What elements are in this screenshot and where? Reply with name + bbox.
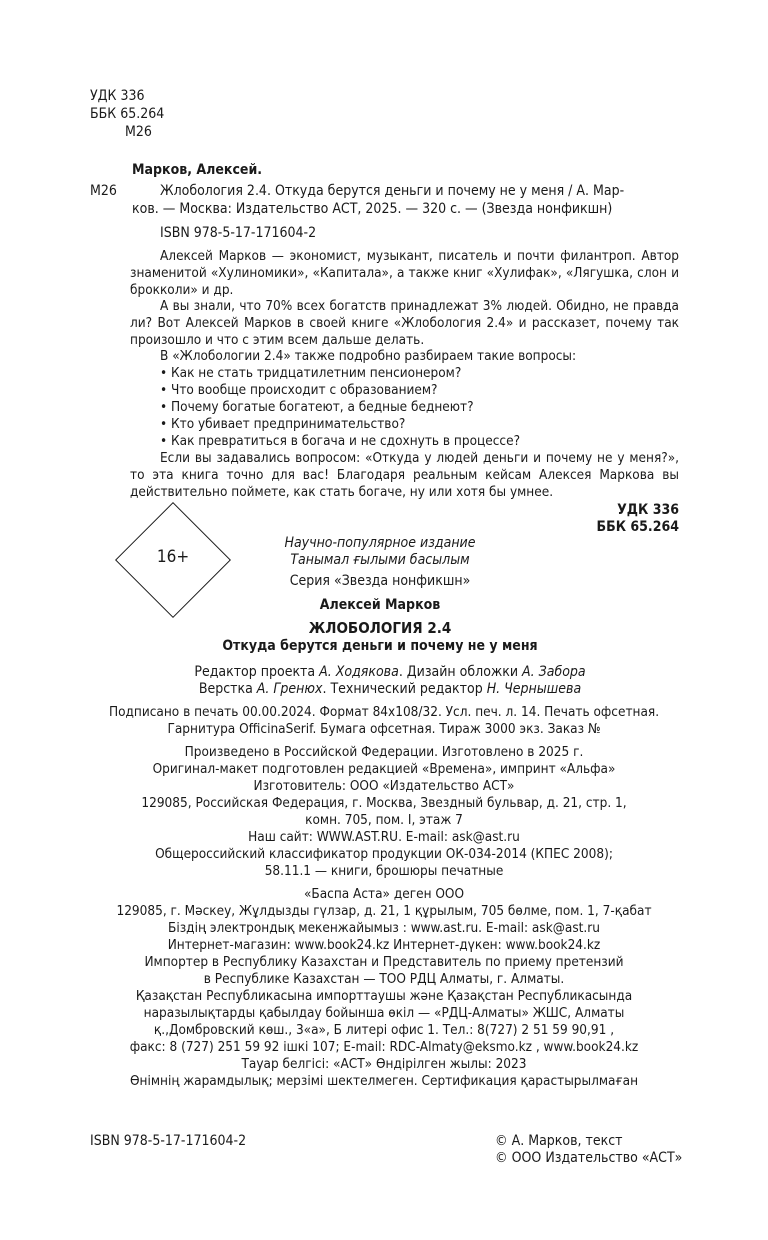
udk-code: УДК 336: [90, 88, 145, 104]
editor-label: Редактор проекта: [194, 664, 320, 680]
record-title-line2: ков. — Москва: Издательство АСТ, 2025. — 320 с. — (Звезда нонфикшн): [132, 201, 613, 217]
kazakh-line: Қазақстан Республикасына импорттаушы және Қазақстан Республикасында: [135, 988, 633, 1004]
kazakh-line: «Баспа Аста» деген ООО: [303, 886, 465, 902]
kazakh-line: факс: 8 (727) 251 59 92 ішкі 107; E-mail: RDC-Almaty@eksmo.kz , www.book24.kz: [129, 1039, 639, 1055]
bbk-code: ББК 65.264: [90, 106, 165, 122]
production-line: Оригинал-макет подготовлен редакцией «Времена», импринт «Альфа»: [152, 761, 616, 777]
record-isbn: ISBN 978-5-17-171604-2: [160, 225, 317, 241]
production-line: Наш сайт: WWW.AST.RU. E-mail: ask@ast.ru: [248, 829, 520, 845]
imprint-title: ЖЛОБОЛОГИЯ 2.4: [308, 619, 452, 637]
annotation-paragraph-1: Алексей Марков — экономист, музыкант, писатель и почти филантроп. Автор знаменитой «Хулиномики», «Капитала», а также книг «Хулифак», «Лягушка, слон и брокколи» и др.: [130, 248, 679, 298]
annotation-paragraph-2: А вы знали, что 70% всех богатств принадлежат 3% людей. Обидно, не правда ли? Вот Алексей Марков в своей книге «Жлобология 2.4» и рассказет, почему так произошло и что с этим всем дальше делать.: [130, 298, 679, 348]
cover-label: . Дизайн обложки: [398, 664, 523, 680]
copyright-author: © А. Марков, текст: [495, 1133, 623, 1149]
kazakh-line: Тауар белгісі: «АСТ» Өндірілген жылы: 2023: [241, 1056, 527, 1072]
annotation-paragraph-3: В «Жлобологии 2.4» также подробно разбираем такие вопросы:: [160, 348, 577, 364]
record-author: Марков, Алексей.: [132, 162, 263, 178]
layout-label: Верстка: [198, 681, 257, 697]
genre-ru: Научно-популярное издание: [284, 535, 476, 551]
production-line: Общероссийский классификатор продукции ОК-034-2014 (КПЕС 2008);: [155, 846, 613, 862]
kazakh-line: 129085, г. Мәскеу, Жұлдызды гүлзар, д. 21, 1 құрылым, 705 бөлме, пом. 1, 7-қабат: [116, 903, 652, 919]
bullet-item: • Что вообще происходит с образованием?: [160, 382, 438, 398]
kazakh-line: Өнімнің жарамдылық; мерзімі шектелмеген. Сертификация қарастырылмаған: [129, 1073, 639, 1089]
credits-line-1: [180, 664, 600, 681]
bullet-item: • Как не стать тридцатилетним пенсионером?: [160, 365, 462, 381]
right-bbk-code: ББК 65.264: [596, 519, 679, 535]
imprint-author: Алексей Марков: [319, 597, 441, 613]
cover-name: А. Забора: [522, 664, 586, 680]
layout-name: А. Гренюх: [256, 681, 323, 697]
print-info-line: Подписано в печать 00.00.2024. Формат 84x108/32. Усл. печ. л. 14. Печать офсетная.: [108, 704, 660, 720]
kazakh-line: Интернет-магазин: www.book24.kz Интернет-дүкен: www.book24.kz: [167, 937, 601, 953]
kazakh-line: в Республике Казахстан — ТОО РДЦ Алматы, г. Алматы.: [203, 971, 565, 987]
credits-line-2: [180, 681, 600, 698]
right-udk-code: УДК 336: [617, 502, 679, 518]
imprint-subtitle: Откуда берутся деньги и почему не у меня: [222, 638, 538, 654]
production-line: 129085, Российская Федерация, г. Москва, Звездный бульвар, д. 21, стр. 1,: [141, 795, 627, 811]
footer-isbn: ISBN 978-5-17-171604-2: [90, 1133, 247, 1149]
annotation-paragraph-4: Если вы задавались вопросом: «Откуда у людей деньги и почему не у меня?», то эта книга точно для вас! Благодаря реальным кейсам Алексея Маркова вы действительно поймете, как стать богаче, ну или хотя бы умнее.: [130, 450, 679, 500]
bullet-item: • Как превратиться в богача и не сдохнуть в процессе?: [160, 433, 521, 449]
print-info-line: Гарнитура OfficinaSerif. Бумага офсетная. Тираж 3000 экз. Заказ №: [167, 721, 601, 737]
series-label: Серия «Звезда нонфикшн»: [289, 573, 471, 589]
tech-name: Н. Чернышева: [486, 681, 582, 697]
kazakh-line: Импортер в Республику Казахстан и Представитель по приему претензий: [144, 954, 624, 970]
age-rating-label: 16+: [156, 547, 190, 567]
genre-kz: Танымал ғылыми басылым: [290, 552, 470, 568]
record-title-line1: Жлобология 2.4. Откуда берутся деньги и почему не у меня / А. Мар-: [160, 183, 625, 199]
kazakh-line: наразылықтарды қабылдау бойынша өкіл — «РДЦ-Алматы» ЖШС, Алматы: [143, 1005, 625, 1021]
production-line: Произведено в Российской Федерации. Изготовлено в 2025 г.: [184, 744, 584, 760]
production-line: Изготовитель: ООО «Издательство АСТ»: [253, 778, 515, 794]
bullet-item: • Кто убивает предпринимательство?: [160, 416, 406, 432]
bullet-item: • Почему богатые богатеют, а бедные беднеют?: [160, 399, 474, 415]
author-mark: М26: [125, 124, 152, 140]
kazakh-line: Біздің электрондық мекенжайымыз : www.ast.ru. E-mail: ask@ast.ru: [168, 920, 600, 936]
kazakh-line: қ.,Домбровский көш., 3«а», Б литері офис 1. Тел.: 8(727) 2 51 59 90,91 ,: [153, 1022, 615, 1038]
production-line: 58.11.1 — книги, брошюры печатные: [264, 863, 504, 879]
production-line: комн. 705, пом. I, этаж 7: [305, 812, 463, 828]
record-author-mark: М26: [90, 183, 117, 199]
editor-name: А. Ходякова: [319, 664, 399, 680]
tech-label: . Технический редактор: [322, 681, 487, 697]
copyright-publisher: © ООО Издательство «АСТ»: [495, 1150, 683, 1166]
